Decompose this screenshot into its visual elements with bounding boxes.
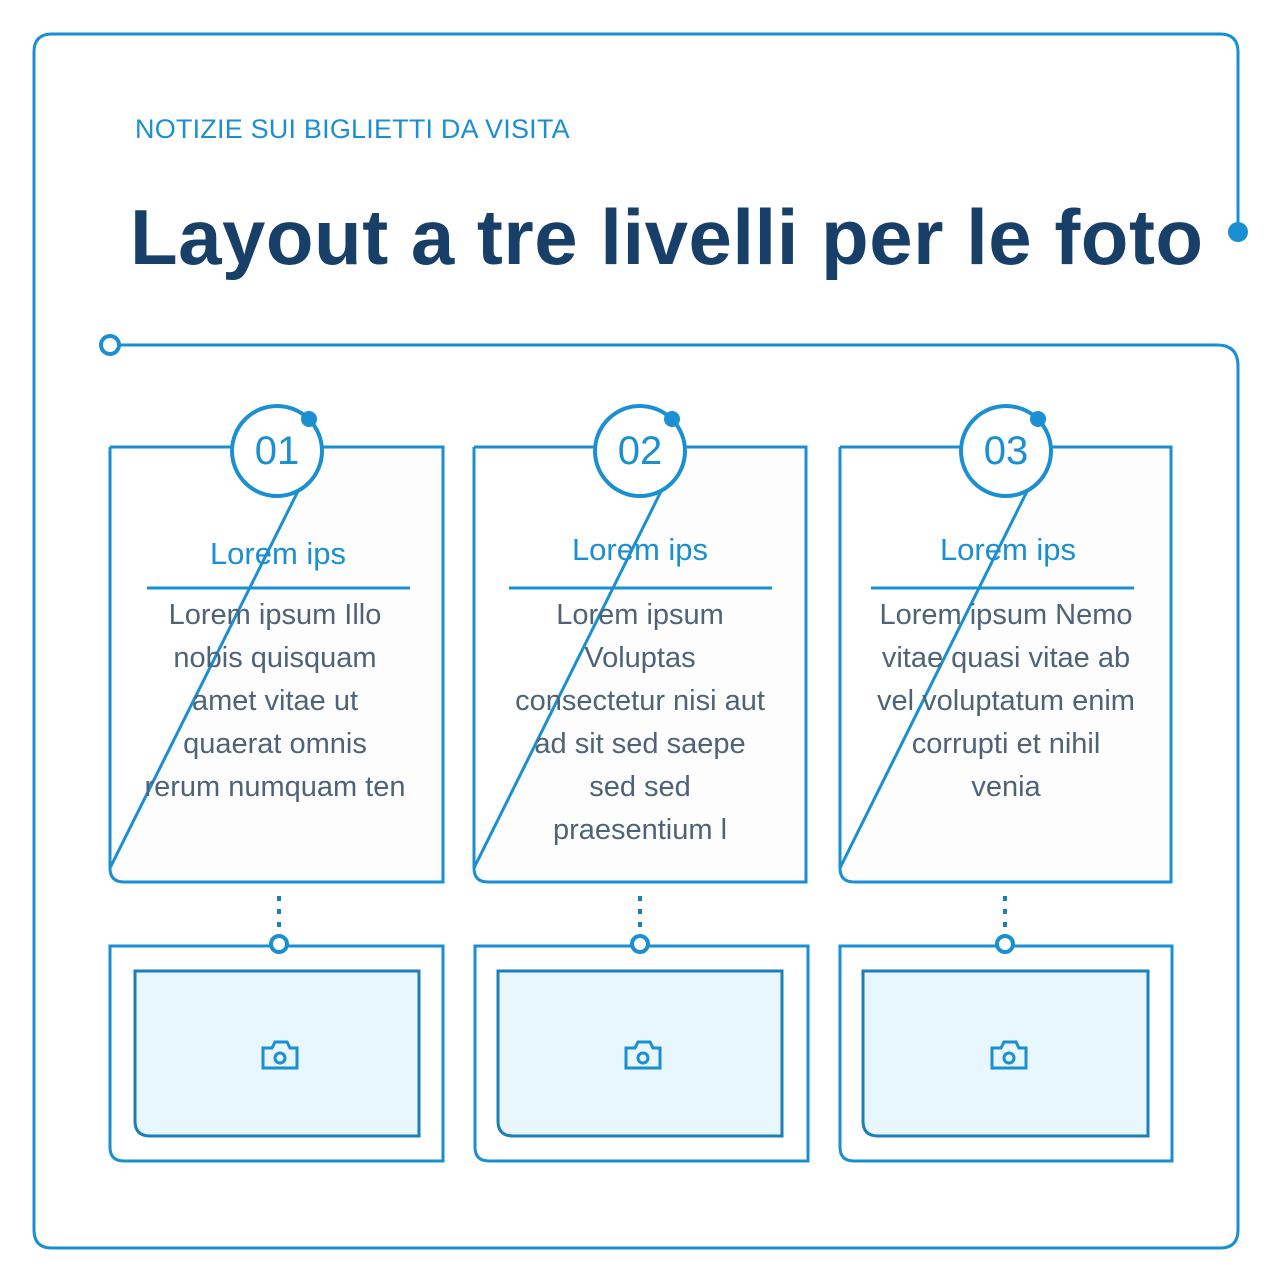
photo-frame-1-pin (271, 936, 287, 952)
step-number-1: 01 (254, 429, 300, 473)
frame-start-ring (101, 336, 119, 354)
frame-end-dot (1228, 222, 1248, 242)
section-kicker: NOTIZIE SUI BIGLIETTI DA VISITA (135, 114, 570, 144)
step-number-2: 02 (617, 429, 663, 473)
card-3-body: Lorem ipsum Nemo vitae quasi vitae ab vel voluptatum enim corrupti et nihil venia (877, 599, 1135, 803)
card-2-title: Lorem ips (571, 532, 709, 567)
card-1-body: Lorem ipsum Illo nobis quisquam amet vitae ut quaerat omnis rerum numquam ten (144, 599, 406, 803)
card-2-body: Lorem ipsum Voluptas consectetur nisi aut ad sit sed saepe sed sed praesentium l (515, 599, 765, 846)
card-3-title: Lorem ips (939, 532, 1077, 567)
photo-frame-2-pin (632, 936, 648, 952)
photo-frame-3-pin (997, 936, 1013, 952)
page-title: Layout a tre livelli per le foto (130, 193, 1204, 281)
step-number-3: 03 (983, 429, 1029, 473)
card-1-title: Lorem ips (209, 536, 347, 571)
